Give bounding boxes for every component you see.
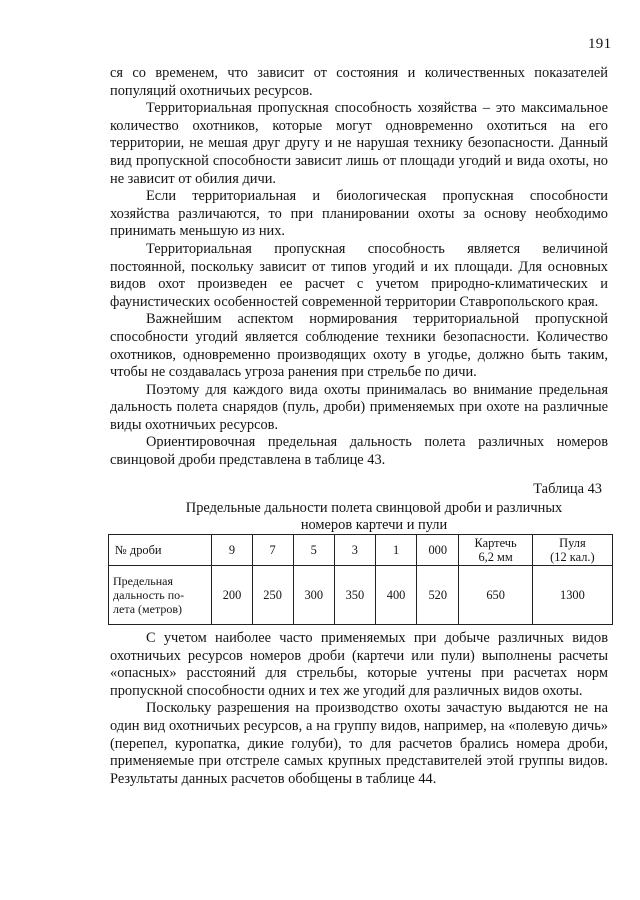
table-cell: 650 [459,566,532,625]
table-cell: 250 [252,566,293,625]
header-cell: 3 [334,535,375,566]
table-title-line: Предельные дальности полета свинцовой дроби и различных [185,499,563,516]
table-title [110,500,608,535]
paragraph: Важнейшим аспектом нормирования территориальной пропускной способности угодий является соблюдение техники безопасности. Количество охотников, одновременно производящих охоту в угодье, должно быть таким, чтобы не создавалась угроза ранения при стрельбе по дичи. [110,311,608,381]
header-cell [532,535,612,566]
header-cell: № дроби [109,535,212,566]
table-row [109,566,613,625]
table-header-row [109,535,613,566]
header-buckshot-line: 6,2 мм [478,550,513,564]
table-label: Таблица 43 [533,481,602,497]
row-label-line: лета (метров) [113,602,182,616]
page-number: 191 [588,36,612,52]
paragraph: С учетом наиболее часто применяемых при добыче различных видов охотничьих ресурсов номеров дроби (картечи или пули) выполнены расчеты «опасных» расстояний для стрельбы, которые учтены при расчетах норм пропускной способности одних и тех же угодий для различных видов охоты. [110,630,608,699]
table-cell: 1300 [532,566,612,625]
paragraph: Если территориальная и биологическая пропускная способности хозяйства различаются, то при планировании охоты за основу необходимо принимать меньшую из них. [110,188,608,240]
paragraph: Поскольку разрешения на производство охоты зачастую выдаются не на один вид охотничьих ресурсов, а на группу видов, например, на «полевую дичь» (перепел, куропатка, дикие голуби), то для расчетов брались номера дроби, применяемые при отстреле самых крупных представителей этой группы видов. Результаты данных расчетов обобщены в таблице 44. [110,700,608,787]
row-label-cell [109,566,212,625]
header-cell: 9 [212,535,252,566]
header-cell: 000 [417,535,459,566]
table-cell: 400 [375,566,416,625]
table-cell: 300 [293,566,334,625]
data-table [108,534,613,625]
header-cell: 7 [252,535,293,566]
table-cell: 350 [334,566,375,625]
paragraph: Территориальная пропускная способность хозяйства – это максимальное количество охотников, которые могут одновременно охотиться на его территории, не мешая друг другу и не нарушая технику безопасности. Данный вид пропускной способности зависит лишь от площади угодий и вида охоты, но не зависит от обилия дичи. [110,100,608,187]
table-caption [110,481,608,535]
body-text-bottom [110,630,608,788]
row-label-line: Предельная [113,574,173,588]
body-text-top [110,65,608,470]
header-cell: 5 [293,535,334,566]
header-cell: 1 [375,535,416,566]
header-bullet-line: Пуля [559,536,586,550]
paragraph: Поэтому для каждого вида охоты принималась во внимание предельная дальность полета снарядов (пуль, дроби) применяемых при охоте на различные виды охотничьих ресурсов. [110,381,608,433]
header-cell [459,535,532,566]
table-cell: 520 [417,566,459,625]
header-bullet-line: (12 кал.) [550,550,595,564]
paragraph: ся со временем, что зависит от состояния и количественных показателей популяций охотничьих ресурсов. [110,65,608,99]
header-buckshot-line: Картечь [474,536,517,550]
table-cell: 200 [212,566,252,625]
row-label-line: дальность по- [113,588,185,602]
paragraph: Ориентировочная предельная дальность полета различных номеров свинцовой дроби представлена в таблице 43. [110,434,608,469]
paragraph: Территориальная пропускная способность является величиной постоянной, поскольку зависит от типов угодий и их площади. Для основных видов охот произведен ее расчет с учетом природно-климатических и фаунистических особенностей современной территории Ставропольского края. [110,240,608,310]
table-title-line: номеров картечи и пули [300,517,448,534]
